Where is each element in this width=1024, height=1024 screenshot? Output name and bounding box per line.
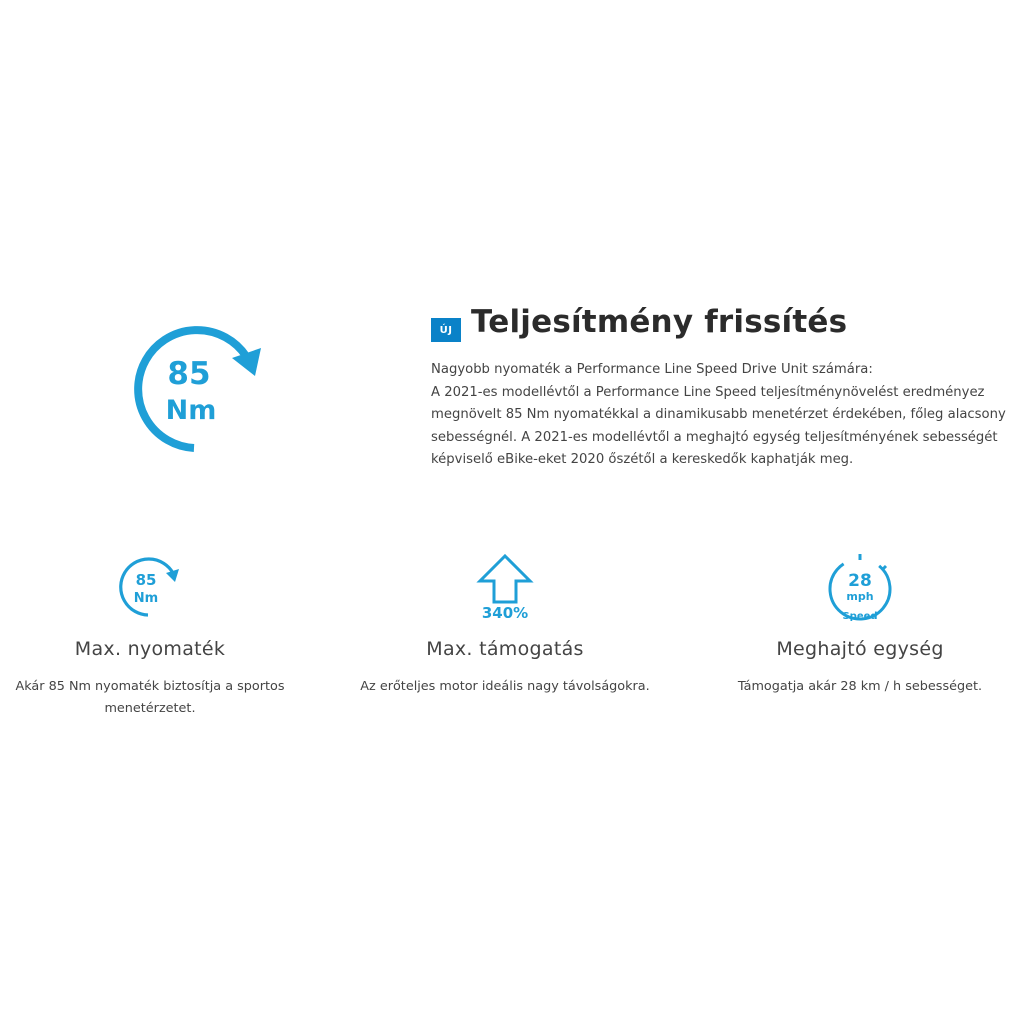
svg-text:28: 28	[848, 571, 872, 591]
feature-title: Meghajtó egység	[776, 638, 944, 660]
torque-icon	[115, 552, 185, 622]
speedometer-icon	[825, 552, 895, 622]
intro-line: megnövelt 85 Nm nyomatékkal a dinamikusabb menetérzet érdekében, főleg alacsony	[431, 407, 1006, 422]
svg-text:85: 85	[167, 356, 211, 392]
new-badge: ÚJ	[431, 318, 461, 342]
feature-drive-unit	[710, 552, 1010, 698]
intro-line: Nagyobb nyomaték a Performance Line Speed Drive Unit számára:	[431, 362, 873, 377]
svg-text:Nm: Nm	[165, 395, 217, 426]
svg-text:mph: mph	[846, 590, 874, 603]
feature-description: Az erőteljes motor ideális nagy távolságokra.	[360, 679, 650, 694]
intro-line: A 2021-es modellévtől a Performance Line Speed teljesítménynövelést eredményez	[431, 384, 985, 400]
intro-paragraph	[431, 359, 1021, 472]
svg-text:Nm: Nm	[133, 591, 159, 606]
feature-max-support	[355, 552, 655, 698]
feature-description: Támogatja akár 28 km / h sebességet.	[737, 679, 983, 694]
svg-text:340%: 340%	[481, 604, 529, 622]
intro-line: képviselő eBike-eket 2020 őszétől a kereskedők kaphatják meg.	[431, 452, 854, 467]
feature-max-torque	[0, 552, 300, 720]
feature-title: Max. nyomaték	[74, 638, 226, 660]
arrow-up-icon	[470, 552, 540, 622]
svg-text:85: 85	[135, 571, 157, 589]
feature-title: Max. támogatás	[426, 638, 584, 660]
svg-text:Speed: Speed	[842, 611, 878, 622]
intro-line: sebességnél. A 2021-es modellévtől a meghajtó egység teljesítményének sebességét	[431, 429, 998, 445]
page-title: Teljesítmény frissítés	[471, 304, 848, 340]
torque-85nm-icon	[118, 318, 274, 462]
feature-description: Akár 85 Nm nyomaték biztosítja a sportos menetérzetet.	[15, 679, 285, 716]
